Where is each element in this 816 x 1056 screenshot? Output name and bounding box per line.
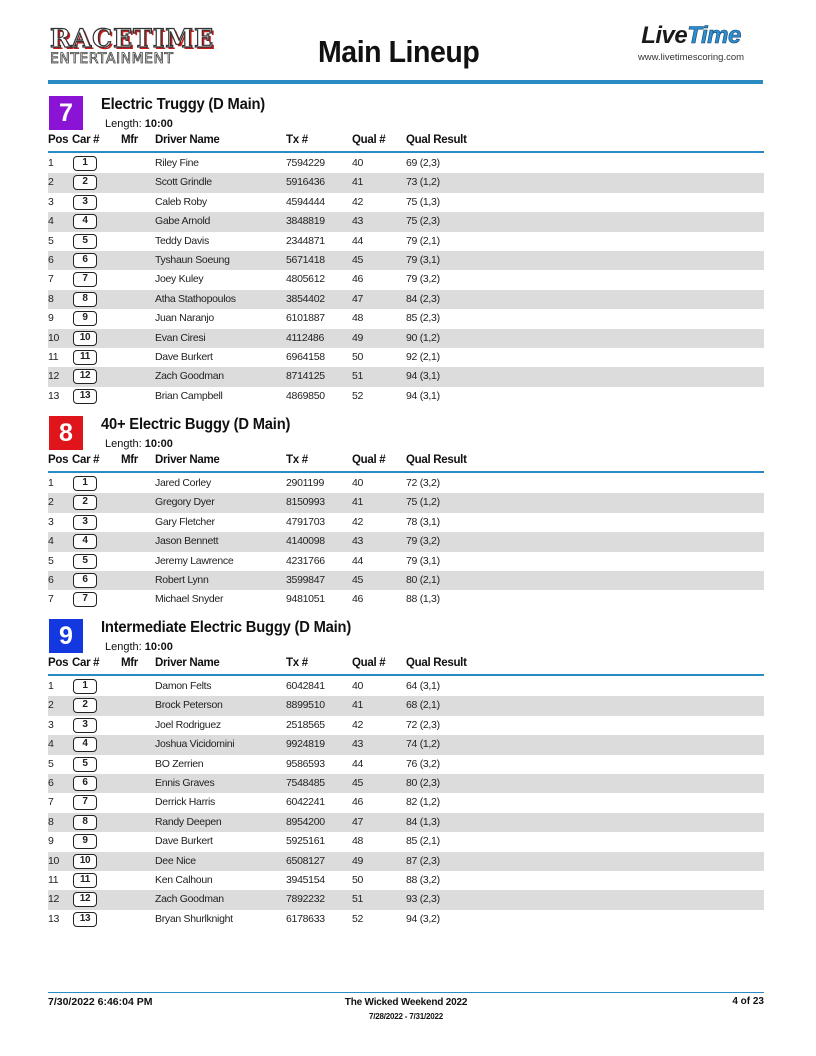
- cell-pos: 10: [48, 331, 60, 344]
- col-tx-header: Tx #: [286, 454, 308, 466]
- col-qual-result-header: Qual Result: [406, 657, 467, 669]
- cell-qual-result: 85 (2,3): [406, 312, 440, 325]
- car-number-box: 2: [73, 698, 97, 713]
- cell-qual-number: 41: [352, 699, 364, 712]
- cell-driver-name: Jared Corley: [155, 477, 211, 489]
- cell-qual-number: 47: [352, 292, 364, 305]
- car-number-box: 4: [73, 534, 97, 549]
- cell-qual-number: 49: [352, 331, 364, 344]
- cell-pos: 5: [48, 757, 54, 770]
- col-qual-result-header: Qual Result: [406, 454, 467, 466]
- cell-driver-name: Zach Goodman: [155, 893, 224, 906]
- car-number-box: 2: [73, 175, 97, 190]
- race-length: [105, 118, 173, 130]
- col-car-header: Car #: [72, 657, 100, 669]
- cell-tx-number: 8899510: [286, 699, 325, 712]
- cell-pos: 3: [48, 515, 54, 528]
- car-number-box: 8: [73, 292, 97, 307]
- cell-driver-name: Bryan Shurlknight: [155, 912, 233, 925]
- cell-tx-number: 6101887: [286, 312, 325, 325]
- cell-qual-number: 48: [352, 835, 364, 848]
- cell-qual-number: 46: [352, 593, 364, 606]
- cell-driver-name: Juan Naranjo: [155, 312, 214, 325]
- cell-qual-result: 73 (1,2): [406, 176, 440, 189]
- col-driver-header: Driver Name: [155, 134, 220, 146]
- cell-qual-number: 50: [352, 873, 364, 886]
- race-length-value: 10:00: [144, 118, 173, 130]
- car-number-box: 13: [73, 912, 97, 927]
- column-header-row: [48, 657, 764, 673]
- footer-page-number: 4 of 23: [732, 996, 764, 1007]
- column-header-divider: [48, 674, 764, 676]
- cell-tx-number: 7892232: [286, 893, 325, 906]
- cell-pos: 13: [48, 389, 60, 402]
- cell-pos: 4: [48, 215, 54, 228]
- cell-tx-number: 6042841: [286, 680, 325, 692]
- car-number-box: 6: [73, 573, 97, 588]
- car-number-box: 10: [73, 331, 97, 346]
- cell-qual-result: 84 (2,3): [406, 292, 440, 305]
- table-row: [48, 696, 764, 715]
- cell-tx-number: 9924819: [286, 738, 325, 751]
- cell-qual-number: 44: [352, 554, 364, 567]
- cell-tx-number: 2518565: [286, 718, 325, 731]
- cell-qual-number: 51: [352, 370, 364, 383]
- table-row: [48, 348, 764, 367]
- cell-pos: 3: [48, 195, 54, 208]
- cell-driver-name: Derrick Harris: [155, 796, 215, 809]
- cell-pos: 2: [48, 699, 54, 712]
- col-mfr-header: Mfr: [121, 454, 138, 466]
- cell-tx-number: 3848819: [286, 215, 325, 228]
- cell-qual-number: 44: [352, 234, 364, 247]
- cell-tx-number: 6178633: [286, 912, 325, 925]
- cell-pos: 12: [48, 370, 60, 383]
- cell-qual-number: 45: [352, 776, 364, 789]
- cell-qual-number: 40: [352, 680, 364, 692]
- race-length-value: 10:00: [144, 641, 173, 653]
- cell-tx-number: 4791703: [286, 515, 325, 528]
- cell-driver-name: Jeremy Lawrence: [155, 554, 234, 567]
- lineup-table: [48, 154, 764, 406]
- car-number-box: 3: [73, 515, 97, 530]
- race-number-badge: 9: [49, 619, 83, 653]
- cell-qual-number: 46: [352, 796, 364, 809]
- cell-pos: 2: [48, 496, 54, 509]
- table-row: [48, 852, 764, 871]
- cell-tx-number: 4231766: [286, 554, 325, 567]
- cell-tx-number: 3945154: [286, 873, 325, 886]
- cell-tx-number: 4140098: [286, 535, 325, 548]
- cell-driver-name: Teddy Davis: [155, 234, 209, 247]
- cell-driver-name: Gary Fletcher: [155, 515, 215, 528]
- cell-qual-result: 75 (1,2): [406, 496, 440, 509]
- cell-pos: 5: [48, 554, 54, 567]
- cell-driver-name: Tyshaun Soeung: [155, 253, 230, 266]
- table-row: [48, 270, 764, 289]
- cell-qual-number: 42: [352, 195, 364, 208]
- table-row: [48, 552, 764, 571]
- livetime-logo-live: Live: [641, 22, 688, 49]
- cell-pos: 12: [48, 893, 60, 906]
- cell-tx-number: 2901199: [286, 477, 324, 489]
- cell-qual-result: 72 (3,2): [406, 477, 440, 489]
- footer-timestamp: 7/30/2022 6:46:04 PM: [48, 996, 153, 1008]
- cell-driver-name: Zach Goodman: [155, 370, 224, 383]
- cell-qual-number: 45: [352, 573, 364, 586]
- cell-tx-number: 9586593: [286, 757, 325, 770]
- car-number-box: 8: [73, 815, 97, 830]
- col-car-header: Car #: [72, 454, 100, 466]
- cell-qual-result: 87 (2,3): [406, 854, 440, 867]
- cell-driver-name: Jason Bennett: [155, 535, 219, 548]
- cell-tx-number: 6508127: [286, 854, 325, 867]
- table-row: [48, 571, 764, 590]
- table-row: [48, 832, 764, 851]
- cell-pos: 6: [48, 776, 54, 789]
- car-number-box: 13: [73, 389, 97, 404]
- cell-driver-name: Ken Calhoun: [155, 873, 213, 886]
- footer-event: [306, 997, 506, 1021]
- car-number-box: 6: [73, 776, 97, 791]
- cell-qual-result: 92 (2,1): [406, 350, 440, 363]
- cell-qual-result: 64 (3,1): [406, 680, 440, 692]
- table-row: [48, 232, 764, 251]
- table-row: [48, 474, 764, 493]
- cell-driver-name: Dave Burkert: [155, 835, 213, 848]
- cell-qual-result: 82 (1,2): [406, 796, 440, 809]
- cell-tx-number: 4594444: [286, 195, 325, 208]
- cell-driver-name: Joey Kuley: [155, 273, 204, 286]
- cell-qual-result: 93 (2,3): [406, 893, 440, 906]
- car-number-box: 1: [73, 679, 97, 694]
- cell-driver-name: BO Zerrien: [155, 757, 204, 770]
- cell-tx-number: 2344871: [286, 234, 325, 247]
- cell-pos: 9: [48, 835, 54, 848]
- race-length: [105, 438, 173, 450]
- footer-event-dates: 7/28/2022 - 7/31/2022: [368, 1012, 444, 1021]
- cell-qual-result: 80 (2,3): [406, 776, 440, 789]
- cell-qual-number: 40: [352, 477, 364, 489]
- cell-tx-number: 4869850: [286, 389, 325, 402]
- cell-driver-name: Michael Snyder: [155, 593, 224, 606]
- cell-tx-number: 8714125: [286, 370, 325, 383]
- cell-driver-name: Dee Nice: [155, 854, 196, 867]
- cell-driver-name: Atha Stathopoulos: [155, 292, 236, 305]
- cell-pos: 11: [48, 873, 59, 886]
- cell-qual-result: 94 (3,1): [406, 389, 440, 402]
- header-divider: [48, 80, 763, 84]
- cell-qual-result: 88 (3,2): [406, 873, 440, 886]
- cell-pos: 11: [48, 350, 59, 363]
- table-row: [48, 251, 764, 270]
- cell-pos: 13: [48, 912, 60, 925]
- cell-driver-name: Ennis Graves: [155, 776, 215, 789]
- car-number-box: 6: [73, 253, 97, 268]
- race-length-label: Length:: [105, 438, 142, 450]
- cell-pos: 1: [48, 157, 54, 169]
- cell-qual-number: 51: [352, 893, 364, 906]
- car-number-box: 12: [73, 369, 97, 384]
- cell-tx-number: 9481051: [286, 593, 325, 606]
- cell-tx-number: 3599847: [286, 573, 325, 586]
- table-row: [48, 212, 764, 231]
- cell-driver-name: Evan Ciresi: [155, 331, 206, 344]
- cell-driver-name: Joel Rodriguez: [155, 718, 221, 731]
- col-qual-header: Qual #: [352, 657, 386, 669]
- cell-pos: 6: [48, 253, 54, 266]
- cell-qual-number: 52: [352, 389, 364, 402]
- column-header-divider: [48, 151, 764, 153]
- column-header-row: [48, 454, 764, 470]
- col-qual-header: Qual #: [352, 454, 386, 466]
- cell-qual-number: 47: [352, 815, 364, 828]
- cell-pos: 10: [48, 854, 60, 867]
- cell-tx-number: 7548485: [286, 776, 325, 789]
- col-driver-header: Driver Name: [155, 657, 220, 669]
- col-mfr-header: Mfr: [121, 134, 138, 146]
- car-number-box: 1: [73, 156, 97, 171]
- table-row: [48, 774, 764, 793]
- table-row: [48, 735, 764, 754]
- table-row: [48, 329, 764, 348]
- cell-pos: 4: [48, 738, 54, 751]
- cell-qual-result: 80 (2,1): [406, 573, 440, 586]
- car-number-box: 4: [73, 737, 97, 752]
- race-length-label: Length:: [105, 118, 142, 130]
- cell-driver-name: Damon Felts: [155, 680, 212, 692]
- table-row: [48, 387, 764, 406]
- livetime-url: www.livetimescoring.com: [637, 52, 745, 63]
- cell-pos: 5: [48, 234, 54, 247]
- cell-tx-number: 5925161: [286, 835, 325, 848]
- livetime-logo-time: Time: [687, 22, 741, 49]
- cell-tx-number: 4805612: [286, 273, 325, 286]
- table-row: [48, 513, 764, 532]
- cell-driver-name: Scott Grindle: [155, 176, 212, 189]
- cell-tx-number: 7594229: [286, 157, 325, 169]
- table-row: [48, 793, 764, 812]
- cell-tx-number: 5916436: [286, 176, 325, 189]
- car-number-box: 3: [73, 718, 97, 733]
- col-pos-header: Pos: [48, 454, 69, 466]
- lineup-table: [48, 474, 764, 610]
- cell-driver-name: Joshua Vicidomini: [155, 738, 235, 751]
- table-row: [48, 910, 764, 929]
- cell-qual-result: 79 (3,1): [406, 554, 440, 567]
- car-number-box: 4: [73, 214, 97, 229]
- cell-qual-result: 79 (3,2): [406, 273, 440, 286]
- cell-qual-result: 79 (2,1): [406, 234, 440, 247]
- race-length-value: 10:00: [144, 438, 173, 450]
- cell-qual-result: 94 (3,1): [406, 370, 440, 383]
- cell-driver-name: Randy Deepen: [155, 815, 222, 828]
- page-header: [48, 22, 763, 84]
- table-row: [48, 871, 764, 890]
- cell-qual-result: 88 (1,3): [406, 593, 440, 606]
- page-title: Main Lineup: [318, 34, 480, 69]
- racetime-logo: [48, 24, 215, 67]
- cell-qual-result: 68 (2,1): [406, 699, 440, 712]
- cell-qual-number: 45: [352, 253, 364, 266]
- table-row: [48, 716, 764, 735]
- cell-qual-number: 43: [352, 738, 364, 751]
- cell-qual-result: 75 (2,3): [406, 215, 440, 228]
- cell-qual-number: 40: [352, 157, 364, 169]
- car-number-box: 7: [73, 272, 97, 287]
- cell-pos: 3: [48, 718, 54, 731]
- race-length-label: Length:: [105, 641, 142, 653]
- cell-qual-number: 43: [352, 215, 364, 228]
- cell-pos: 2: [48, 176, 54, 189]
- cell-qual-number: 41: [352, 176, 364, 189]
- cell-qual-result: 85 (2,1): [406, 835, 440, 848]
- cell-qual-result: 72 (2,3): [406, 718, 440, 731]
- cell-pos: 8: [48, 292, 54, 305]
- cell-qual-result: 75 (1,3): [406, 195, 440, 208]
- race-name: 40+ Electric Buggy (D Main): [101, 416, 291, 433]
- cell-driver-name: Gabe Arnold: [155, 215, 211, 228]
- cell-qual-result: 79 (3,2): [406, 535, 440, 548]
- col-car-header: Car #: [72, 134, 100, 146]
- footer-divider: [48, 992, 764, 993]
- cell-qual-number: 44: [352, 757, 364, 770]
- table-row: [48, 532, 764, 551]
- table-row: [48, 890, 764, 909]
- col-qual-result-header: Qual Result: [406, 134, 467, 146]
- cell-qual-number: 49: [352, 854, 364, 867]
- cell-pos: 4: [48, 535, 54, 548]
- cell-qual-result: 84 (1,3): [406, 815, 440, 828]
- cell-driver-name: Dave Burkert: [155, 350, 213, 363]
- cell-qual-result: 76 (3,2): [406, 757, 440, 770]
- col-driver-header: Driver Name: [155, 454, 220, 466]
- lineup-table: [48, 677, 764, 929]
- cell-driver-name: Brian Campbell: [155, 389, 223, 402]
- race-name: Intermediate Electric Buggy (D Main): [101, 619, 352, 636]
- footer-event-name: The Wicked Weekend 2022: [344, 997, 468, 1008]
- cell-driver-name: Brock Peterson: [155, 699, 223, 712]
- cell-qual-result: 90 (1,2): [406, 331, 440, 344]
- livetime-logo: [621, 22, 761, 70]
- cell-qual-number: 50: [352, 350, 364, 363]
- cell-qual-number: 46: [352, 273, 364, 286]
- race-name: Electric Truggy (D Main): [101, 96, 265, 113]
- cell-pos: 7: [48, 796, 54, 809]
- cell-pos: 1: [48, 680, 54, 692]
- cell-tx-number: 4112486: [286, 331, 324, 344]
- table-row: [48, 154, 764, 173]
- cell-qual-number: 42: [352, 515, 364, 528]
- cell-pos: 7: [48, 593, 54, 606]
- column-header-row: [48, 134, 764, 150]
- cell-driver-name: Robert Lynn: [155, 573, 209, 586]
- car-number-box: 12: [73, 892, 97, 907]
- cell-qual-number: 41: [352, 496, 364, 509]
- col-qual-header: Qual #: [352, 134, 386, 146]
- column-header-divider: [48, 471, 764, 473]
- racetime-logo-line1: RACETIME: [50, 24, 215, 53]
- cell-pos: 1: [48, 477, 54, 489]
- race-number-badge: 8: [49, 416, 83, 450]
- table-row: [48, 193, 764, 212]
- cell-driver-name: Gregory Dyer: [155, 496, 215, 509]
- col-tx-header: Tx #: [286, 657, 308, 669]
- cell-qual-result: 74 (1,2): [406, 738, 440, 751]
- cell-qual-result: 79 (3,1): [406, 253, 440, 266]
- cell-pos: 6: [48, 573, 54, 586]
- table-row: [48, 677, 764, 696]
- cell-qual-number: 42: [352, 718, 364, 731]
- table-row: [48, 813, 764, 832]
- cell-tx-number: 6964158: [286, 350, 325, 363]
- car-number-box: 9: [73, 834, 97, 849]
- car-number-box: 9: [73, 311, 97, 326]
- car-number-box: 11: [73, 350, 97, 365]
- cell-driver-name: Caleb Roby: [155, 195, 207, 208]
- cell-tx-number: 8954200: [286, 815, 325, 828]
- car-number-box: 2: [73, 495, 97, 510]
- car-number-box: 10: [73, 854, 97, 869]
- car-number-box: 1: [73, 476, 97, 491]
- cell-pos: 9: [48, 312, 54, 325]
- cell-tx-number: 5671418: [286, 253, 325, 266]
- table-row: [48, 309, 764, 328]
- cell-qual-result: 78 (3,1): [406, 515, 440, 528]
- col-mfr-header: Mfr: [121, 657, 138, 669]
- cell-tx-number: 8150993: [286, 496, 325, 509]
- car-number-box: 7: [73, 592, 97, 607]
- table-row: [48, 173, 764, 192]
- table-row: [48, 755, 764, 774]
- car-number-box: 7: [73, 795, 97, 810]
- table-row: [48, 493, 764, 512]
- table-row: [48, 290, 764, 309]
- cell-qual-number: 48: [352, 312, 364, 325]
- car-number-box: 11: [73, 873, 97, 888]
- col-pos-header: Pos: [48, 134, 69, 146]
- col-pos-header: Pos: [48, 657, 69, 669]
- race-length: [105, 641, 173, 653]
- car-number-box: 3: [73, 195, 97, 210]
- car-number-box: 5: [73, 757, 97, 772]
- cell-pos: 8: [48, 815, 54, 828]
- race-number-badge: 7: [49, 96, 83, 130]
- car-number-box: 5: [73, 554, 97, 569]
- cell-qual-number: 43: [352, 535, 364, 548]
- car-number-box: 5: [73, 234, 97, 249]
- cell-qual-result: 94 (3,2): [406, 912, 440, 925]
- cell-qual-result: 69 (2,3): [406, 157, 440, 169]
- cell-tx-number: 3854402: [286, 292, 325, 305]
- table-row: [48, 367, 764, 386]
- cell-pos: 7: [48, 273, 54, 286]
- table-row: [48, 590, 764, 609]
- cell-driver-name: Riley Fine: [155, 157, 199, 169]
- col-tx-header: Tx #: [286, 134, 308, 146]
- cell-qual-number: 52: [352, 912, 364, 925]
- racetime-logo-line2: ENTERTAINMENT: [50, 51, 174, 67]
- cell-tx-number: 6042241: [286, 796, 325, 809]
